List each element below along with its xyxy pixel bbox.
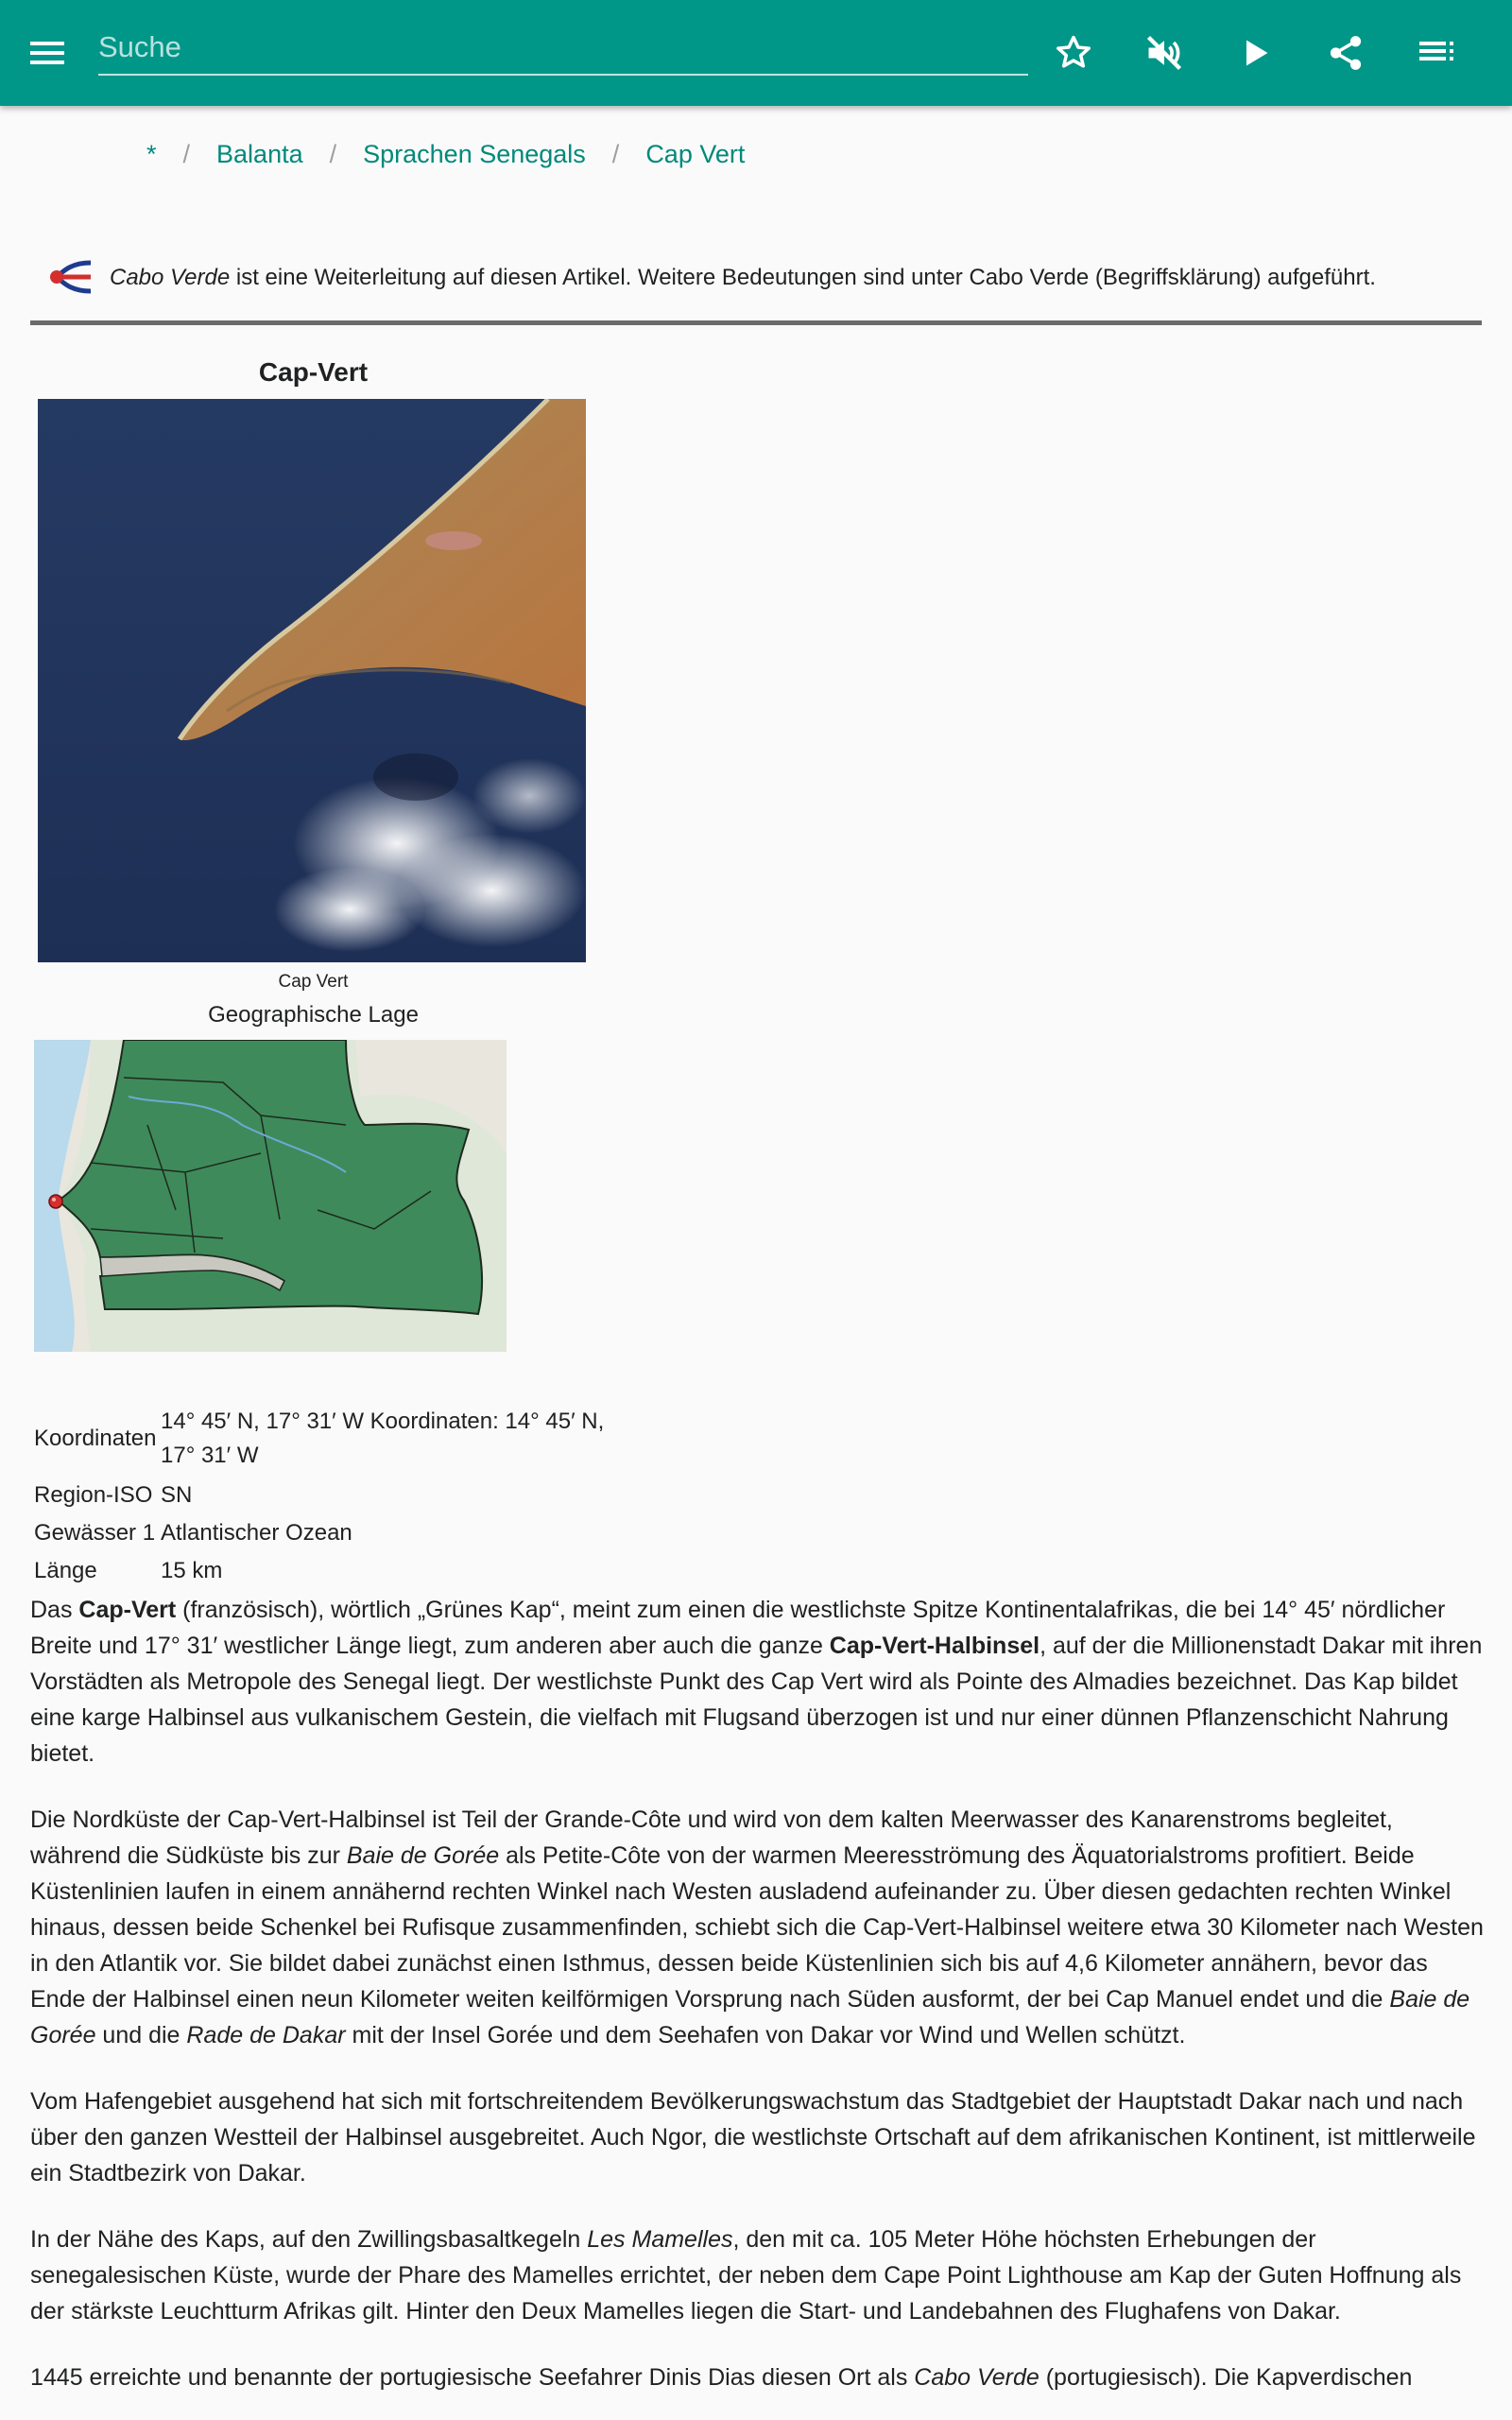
text-run: mit der Insel Gorée und dem Seehafen von Dakar vor Wind und Wellen schützt. — [345, 2022, 1186, 2048]
redirect-term: Cabo Verde — [110, 265, 231, 290]
infobox-value: SN — [161, 1482, 193, 1508]
infobox-key: Gewässer 1 — [34, 1520, 156, 1546]
infobox-value: 15 km — [161, 1558, 223, 1583]
article-paragraph — [30, 1802, 1486, 2053]
star-outline-icon[interactable] — [1045, 25, 1102, 81]
text-run: In der Nähe des Kaps, auf den Zwillingsbasaltkegeln — [30, 2226, 588, 2253]
breadcrumb-item-cap-vert[interactable]: Cap Vert — [645, 140, 746, 168]
breadcrumb-item-balanta[interactable]: Balanta — [216, 140, 303, 168]
coordinates-value-line2[interactable]: 17° 31′ W — [161, 1443, 259, 1468]
infobox-key: Region-ISO — [34, 1482, 153, 1508]
infobox-key: Koordinaten — [34, 1426, 157, 1451]
article-paragraph — [30, 1592, 1486, 1772]
text-run: Die Nordküste der Cap-Vert-Halbinsel ist Teil der Grande-Côte und wird von dem kalten Meerwasser des Kanarenstroms begleitet, während die Südküste bis zur — [30, 1806, 1393, 1869]
article-paragraph: Vom Hafengebiet ausgehend hat sich mit fortschreitendem Bevölkerungswachstum das Stadtgebiet der Hauptstadt Dakar nach und nach über den ganzen Westteil der Halbinsel ausgebreitet. Auch Ngor, die westlichste Ortschaft auf dem afrikanischen Kontinent, ist mittlerweile ein Stadtbezirk von Dakar. — [30, 2088, 1476, 2187]
breadcrumb-item-sprachen-senegals[interactable]: Sprachen Senegals — [363, 140, 586, 168]
text-run: , auf der die Millionenstadt Dakar mit ihren Vorstädten als Metropole des Senegal liegt. Der westlichste Punkt des Cap Vert wird als Pointe des Almadies bezeichnet. Das Kap bildet eine karge Halbinsel aus vulkanischem Gestein, die vielfach mit Flugsand überzogen ist und nur einer dünnen Pflanzenschicht Nahrung bietet. — [30, 1633, 1483, 1767]
redirect-arrow-icon — [43, 253, 96, 305]
breadcrumb — [146, 140, 745, 169]
text-run: und die — [95, 2022, 187, 2048]
italic-term: Les Mamelles — [587, 2226, 733, 2253]
text-run: Das — [30, 1597, 79, 1623]
share-icon[interactable] — [1317, 25, 1374, 81]
satellite-image[interactable] — [38, 399, 586, 962]
text-run: (französisch), wörtlich „Grünes Kap“, meint zum einen die westlichste Spitze Kontinentalafrikas, die bei 14° 45′ nördlicher Breite und 17° 31′ westlicher Länge liegt, zum anderen aber auch die ganze — [30, 1597, 1446, 1659]
italic-term: Cabo Verde — [914, 2364, 1040, 2391]
menu-icon[interactable] — [21, 26, 74, 79]
italic-term: Baie de Gorée — [30, 1986, 1470, 2048]
location-map[interactable] — [34, 1040, 507, 1352]
italic-term: Rade de Dakar — [186, 2022, 346, 2048]
article-paragraph — [30, 2360, 1486, 2395]
breadcrumb-separator: / — [182, 140, 191, 168]
coordinates-value-line1[interactable]: 14° 45′ N, 17° 31′ W Koordinaten: 14° 45′ N, — [161, 1409, 605, 1434]
search-input[interactable] — [98, 21, 1028, 76]
bold-term: Cap-Vert — [78, 1597, 177, 1623]
text-run: (portugiesisch). Die Kapverdischen — [1039, 2364, 1413, 2391]
article-paragraph — [30, 2221, 1486, 2329]
text-run: , den mit ca. 105 Meter Höhe höchsten Erhebungen der senegalesischen Küste, wurde der Phare des Mamelles errichtet, der neben dem Cape Point Lighthouse am Kap der Guten Hoffnung als der stärkste Leuchtturm Afrikas gilt. Hinter den Deux Mamelles liegen die Start- und Landebahnen des Flughafens von Dakar. — [30, 2226, 1462, 2325]
toc-icon[interactable] — [1408, 25, 1465, 81]
image-caption: Cap Vert — [278, 972, 349, 992]
bold-term: Cap-Vert-Halbinsel — [829, 1633, 1040, 1659]
infobox-value[interactable]: Atlantischer Ozean — [161, 1520, 352, 1546]
text-run: 1445 erreichte und benannte der portugiesische Seefahrer Dinis Dias diesen Ort als — [30, 2364, 915, 2391]
breadcrumb-separator: / — [611, 140, 620, 168]
redirect-notice-text — [110, 265, 1376, 291]
infobox-title: Cap-Vert — [258, 357, 369, 387]
breadcrumb-separator: / — [329, 140, 337, 168]
breadcrumb-root[interactable]: * — [146, 140, 157, 168]
app-bar — [0, 0, 1512, 106]
redirect-notice — [30, 253, 1482, 325]
map-caption: Geographische Lage — [208, 1002, 419, 1028]
text-run: als Petite-Côte von der warmen Meeresströmung des Äquatorialstroms profitiert. Beide Küstenlinien laufen in einem annähernd rechten Winkel nach Westen ausladend aufeinander zu. Über diesen gedachten rechten Winkel hinaus, dessen beide Schenkel bei Rufisque zusammenfinden, schiebt sich die Cap-Vert-Halbinsel weitere etwa 30 Kilometer nach Westen in den Atlantik vor. Sie bildet dabei zunächst einen Isthmus, dessen beide Küstenlinien sich bis auf 4,6 Kilometer annähern, bevor das Ende der Halbinsel einen neun Kilometer weiten keilförmigen Vorsprung nach Süden ausformt, der bei Cap Manuel endet und die — [30, 1842, 1484, 2013]
italic-term: Baie de Gorée — [346, 1842, 500, 1869]
infobox-key: Länge — [34, 1558, 97, 1583]
redirect-description: ist eine Weiterleitung auf diesen Artikel. Weitere Bedeutungen sind unter Cabo Verde (Begriffsklärung) aufgeführt. — [230, 265, 1376, 290]
volume-off-icon[interactable] — [1136, 25, 1193, 81]
article-body — [30, 1592, 1486, 2420]
play-icon[interactable] — [1227, 25, 1283, 81]
